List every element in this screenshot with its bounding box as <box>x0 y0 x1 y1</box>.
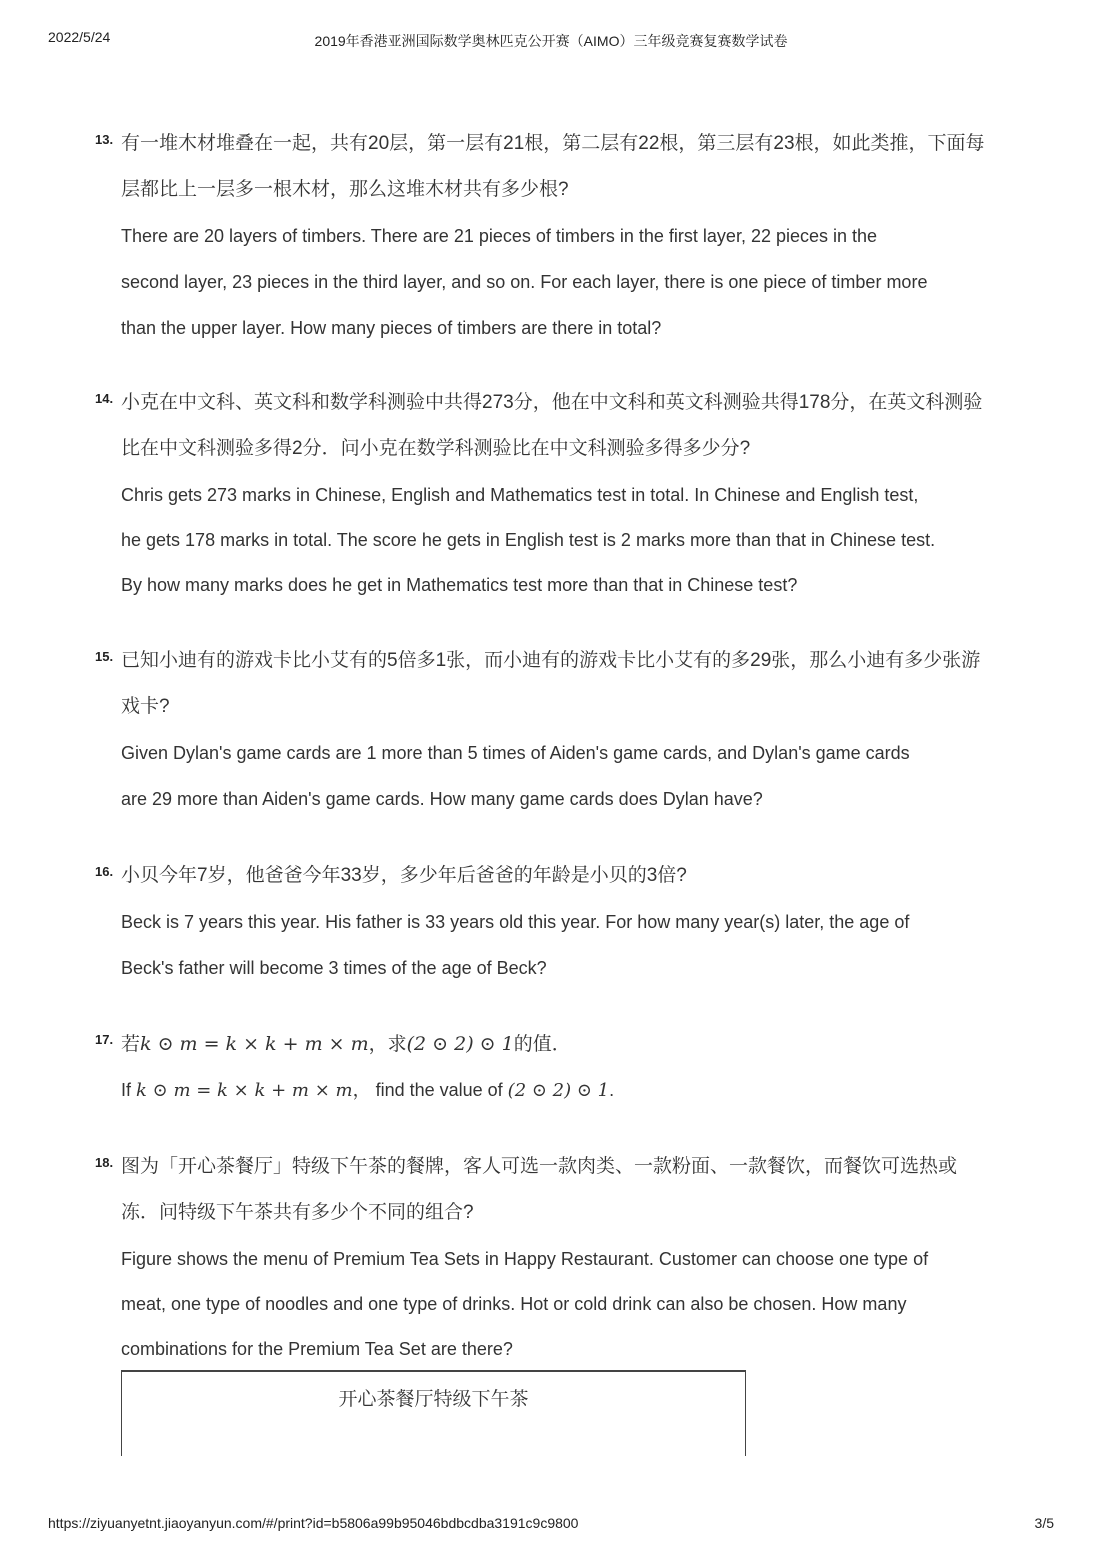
question-text-zh: 小贝今年7岁，他爸爸今年33岁，多少年后爸爸的年龄是小贝的3倍? <box>121 865 687 886</box>
question-text-en: Figure shows the menu of Premium Tea Sets in Happy Restaurant. Customer can choose one type of <box>121 1249 929 1269</box>
text-fragment: ， find the value of <box>352 1080 508 1100</box>
question-number: 14. <box>95 391 114 406</box>
question-text-zh: 戏卡? <box>121 696 170 717</box>
question-text-zh: 图为「开心茶餐厅」特级下午茶的餐牌，客人可选一款肉类、一款粉面、一款餐饮，而餐饮可选热或 <box>121 1156 958 1177</box>
question-text-zh: 小克在中文科、英文科和数学科测验中共得273分，他在中文科和英文科测验共得178分，在英文科测验 <box>121 392 983 413</box>
question-number: 15. <box>95 649 114 664</box>
text-fragment: 的值． <box>513 1034 571 1055</box>
question-text-zh: 冻．问特级下午茶共有多少个不同的组合? <box>121 1202 474 1223</box>
formula: k ⊙ m = k × k + m × m <box>140 1033 369 1055</box>
formula: k ⊙ m = k × k + m × m <box>136 1080 353 1101</box>
question-number: 16. <box>95 864 114 879</box>
question-text-zh: 层都比上一层多一根木材，那么这堆木材共有多少根? <box>121 179 569 200</box>
question-text-en: than the upper layer. How many pieces of timbers are there in total? <box>121 318 662 338</box>
question-text-en: he gets 178 marks in total. The score he gets in English test is 2 marks more than that in Chinese test. <box>121 530 936 550</box>
text-fragment: ，求 <box>368 1034 407 1055</box>
page-url: https://ziyuanyetnt.jiaoyanyun.com/#/print?id=b5806a99b95046bdbcdba3191c9c9800 <box>48 1515 579 1531</box>
question-text-en: meat, one type of noodles and one type of drinks. Hot or cold drink can also be chosen. How many <box>121 1294 907 1314</box>
text-fragment: If <box>121 1080 137 1100</box>
page-number: 3/5 <box>1034 1515 1054 1531</box>
question-text-en: are 29 more than Aiden's game cards. How many game cards does Dylan have? <box>121 789 763 809</box>
question-text-en: Given Dylan's game cards are 1 more than 5 times of Aiden's game cards, and Dylan's game cards <box>121 743 910 763</box>
text-fragment: 若 <box>121 1034 141 1055</box>
question-number: 17. <box>95 1032 114 1047</box>
question-number: 18. <box>95 1155 114 1170</box>
question-text-zh: 已知小迪有的游戏卡比小艾有的5倍多1张，而小迪有的游戏卡比小艾有的多29张，那么小迪有多少张游 <box>121 650 981 671</box>
question-text-en: second layer, 23 pieces in the third layer, and so on. For each layer, there is one piece of timber more <box>121 272 928 292</box>
question-text-en: Beck is 7 years this year. His father is 33 years old this year. For how many year(s) later, the age of <box>121 912 910 932</box>
question-text-en: By how many marks does he get in Mathematics test more than that in Chinese test? <box>121 575 798 595</box>
question-text-en: There are 20 layers of timbers. There are 21 pieces of timbers in the first layer, 22 pieces in the <box>121 226 878 246</box>
question-text-en: combinations for the Premium Tea Set are there? <box>121 1339 513 1359</box>
question-text-en: Chris gets 273 marks in Chinese, English and Mathematics test in total. In Chinese and English test, <box>121 485 919 505</box>
question-text-en <box>121 1078 614 1103</box>
question-text-zh <box>121 1032 571 1057</box>
print-date: 2022/5/24 <box>48 29 111 45</box>
expression: (2 ⊙ 2) ⊙ 1 <box>406 1033 514 1055</box>
question-text-en: Beck's father will become 3 times of the age of Beck? <box>121 958 547 978</box>
menu-title: 开心茶餐厅特级下午茶 <box>338 1389 529 1410</box>
text-fragment: . <box>609 1080 615 1100</box>
question-text-zh: 比在中文科测验多得2分．问小克在数学科测验比在中文科测验多得多少分? <box>121 438 751 459</box>
menu-figure <box>121 1370 746 1456</box>
expression: (2 ⊙ 2) ⊙ 1 <box>507 1080 610 1101</box>
document-title: 2019年香港亚洲国际数学奥林匹克公开赛（AIMO）三年级竞赛复赛数学试卷 <box>314 33 788 49</box>
question-text-zh: 有一堆木材堆叠在一起，共有20层，第一层有21根，第二层有22根，第三层有23根，如此类推，下面每 <box>121 133 985 154</box>
question-number: 13. <box>95 132 114 147</box>
